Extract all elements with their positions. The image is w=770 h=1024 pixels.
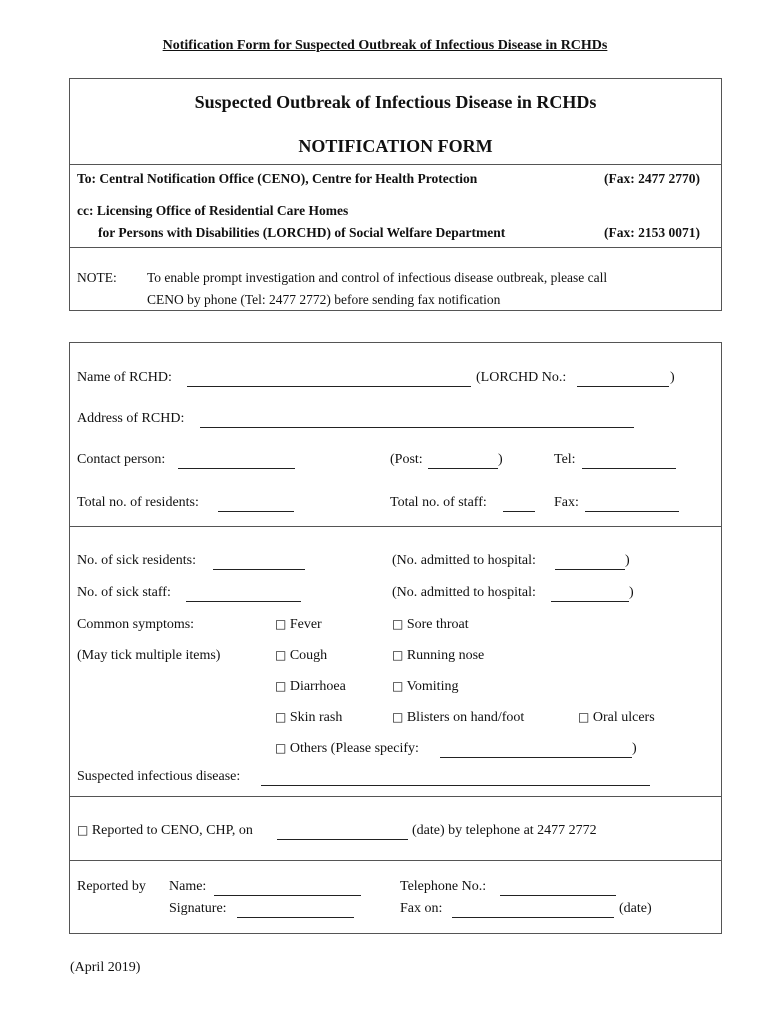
symptom-label: Blisters on hand/foot [406, 710, 525, 725]
multiple-note: (May tick multiple items) [77, 648, 221, 663]
cc-line-1: cc: Licensing Office of Residential Care Homes [77, 203, 349, 218]
symptom-label: Oral ulcers [592, 710, 655, 725]
symptom-label: Vomiting [406, 679, 459, 694]
name-label: Name of RCHD: [77, 370, 172, 385]
others-field[interactable] [440, 757, 632, 758]
residents-field[interactable] [218, 511, 294, 512]
note-line-2: CENO by phone (Tel: 2477 2772) before sending fax notification [147, 292, 501, 307]
signature-field[interactable] [237, 917, 354, 918]
checkbox-icon[interactable]: □ [275, 679, 287, 693]
symptom-label: Diarrhoea [289, 679, 346, 694]
staff-field[interactable] [503, 511, 535, 512]
version-label: (April 2019) [70, 960, 141, 975]
symptom-sore-throat[interactable] [392, 617, 469, 633]
fax-on-field[interactable] [452, 917, 614, 918]
lorchd-field[interactable] [577, 386, 669, 387]
lorchd-close: ) [670, 370, 675, 385]
suspected-disease-field[interactable] [261, 785, 650, 786]
signature-label: Signature: [169, 901, 227, 916]
reported-checkbox-row[interactable] [77, 823, 253, 839]
reporter-name-field[interactable] [214, 895, 361, 896]
admitted-staff-field[interactable] [551, 601, 629, 602]
reported-prefix: Reported to CENO, CHP, on [91, 823, 253, 838]
checkbox-icon[interactable]: □ [392, 679, 404, 693]
cc-line-2: for Persons with Disabilities (LORCHD) of Social Welfare Department [98, 225, 506, 240]
sick-residents-label: No. of sick residents: [77, 553, 196, 568]
reported-date-field[interactable] [277, 839, 408, 840]
sick-staff-field[interactable] [186, 601, 301, 602]
note-divider [69, 247, 722, 248]
section-divider-2 [69, 796, 722, 797]
tel-field[interactable] [582, 468, 676, 469]
symptom-others[interactable] [275, 741, 419, 757]
sick-residents-field[interactable] [213, 569, 305, 570]
residents-label: Total no. of residents: [77, 495, 199, 510]
form-subtitle: NOTIFICATION FORM [298, 136, 493, 156]
address-field[interactable] [200, 427, 634, 428]
checkbox-icon[interactable]: □ [392, 617, 404, 631]
suspected-disease-label: Suspected infectious disease: [77, 769, 241, 784]
symptoms-label: Common symptoms: [77, 617, 195, 632]
checkbox-icon[interactable]: □ [275, 710, 287, 724]
symptom-fever[interactable] [275, 617, 322, 633]
lorchd-label: (LORCHD No.: [476, 370, 567, 385]
symptom-diarrhoea[interactable] [275, 679, 346, 695]
symptom-oral-ulcers[interactable] [578, 710, 655, 726]
symptom-blisters[interactable] [392, 710, 524, 726]
admitted-residents-label: (No. admitted to hospital: [392, 553, 536, 568]
symptom-cough[interactable] [275, 648, 327, 664]
address-label: Address of RCHD: [77, 411, 185, 426]
note-label: NOTE: [77, 270, 117, 285]
symptom-label: Running nose [406, 648, 485, 663]
section-divider-3 [69, 860, 722, 861]
fax-field[interactable] [585, 511, 679, 512]
name-field[interactable] [187, 386, 471, 387]
header-divider [69, 164, 722, 165]
symptom-label: Skin rash [289, 710, 343, 725]
fax-on-label: Fax on: [400, 901, 443, 916]
symptom-skin-rash[interactable] [275, 710, 342, 726]
sick-staff-label: No. of sick staff: [77, 585, 171, 600]
symptom-label: Fever [289, 617, 322, 632]
others-close: ) [632, 741, 637, 756]
reported-by-label: Reported by [77, 879, 146, 894]
cc-fax: (Fax: 2153 0071) [604, 225, 700, 240]
checkbox-icon[interactable]: □ [392, 648, 404, 662]
form-title: Suspected Outbreak of Infectious Disease in RCHDs [194, 92, 597, 112]
symptom-label: Others (Please specify: [289, 741, 419, 756]
reporter-name-label: Name: [169, 879, 207, 894]
post-close: ) [498, 452, 503, 467]
checkbox-icon[interactable]: □ [578, 710, 590, 724]
telephone-label: Telephone No.: [400, 879, 487, 894]
symptom-running-nose[interactable] [392, 648, 484, 664]
checkbox-icon[interactable]: □ [275, 617, 287, 631]
section-divider-1 [69, 526, 722, 527]
checkbox-icon[interactable]: □ [77, 823, 89, 837]
checkbox-icon[interactable]: □ [392, 710, 404, 724]
admitted-residents-field[interactable] [555, 569, 625, 570]
fax-label: Fax: [554, 495, 579, 510]
to-line: To: Central Notification Office (CENO), Centre for Health Protection [77, 171, 478, 186]
symptom-label: Cough [289, 648, 328, 663]
admitted-staff-label: (No. admitted to hospital: [392, 585, 536, 600]
tel-label: Tel: [554, 452, 576, 467]
page-title: Notification Form for Suspected Outbreak of Infectious Disease in RCHDs [162, 38, 608, 53]
contact-field[interactable] [178, 468, 295, 469]
symptom-vomiting[interactable] [392, 679, 458, 695]
admitted-residents-close: ) [625, 553, 630, 568]
post-field[interactable] [428, 468, 498, 469]
note-line-1: To enable prompt investigation and control of infectious disease outbreak, please call [147, 270, 608, 285]
post-label: (Post: [390, 452, 423, 467]
main-form-box [69, 342, 722, 934]
admitted-staff-close: ) [629, 585, 634, 600]
to-fax: (Fax: 2477 2770) [604, 171, 700, 186]
fax-date-label: (date) [619, 901, 652, 916]
telephone-field[interactable] [500, 895, 616, 896]
reported-suffix: (date) by telephone at 2477 2772 [412, 823, 597, 838]
staff-label: Total no. of staff: [390, 495, 487, 510]
contact-label: Contact person: [77, 452, 166, 467]
checkbox-icon[interactable]: □ [275, 741, 287, 755]
symptom-label: Sore throat [406, 617, 469, 632]
checkbox-icon[interactable]: □ [275, 648, 287, 662]
